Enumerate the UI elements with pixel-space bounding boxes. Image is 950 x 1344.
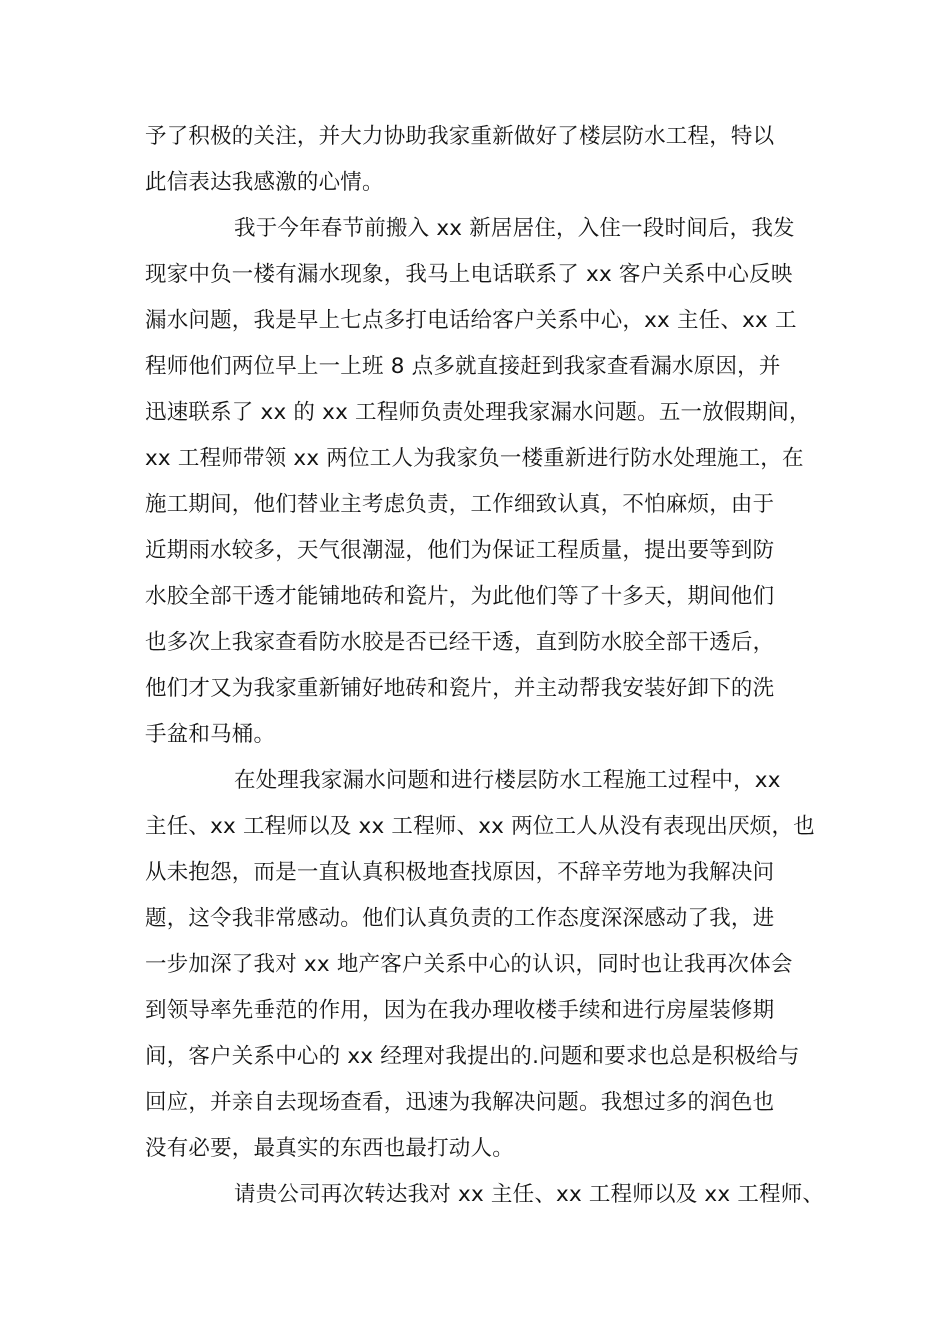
text-line: 题，这令我非常感动。他们认真负责的工作态度深深感动了我，进 bbox=[145, 906, 775, 931]
text-line: 现家中负一楼有漏水现象，我马上电话联系了 xx 客户关系中心反映 bbox=[145, 262, 793, 287]
text-line: 予了积极的关注，并大力协助我家重新做好了楼层防水工程，特以 bbox=[145, 124, 775, 149]
text-line: 他们才又为我家重新铺好地砖和瓷片，并主动帮我安装好卸下的洗 bbox=[145, 676, 775, 701]
text-line: 从未抱怨，而是一直认真积极地查找原因，不辞辛劳地为我解决问 bbox=[145, 860, 775, 885]
text-line: 在处理我家漏水问题和进行楼层防水工程施工过程中，xx bbox=[234, 768, 781, 793]
text-line: 手盆和马桶。 bbox=[145, 722, 276, 747]
text-line: 没有必要，最真实的东西也最打动人。 bbox=[145, 1136, 514, 1161]
text-line: 程师他们两位早上一上班 8 点多就直接赶到我家查看漏水原因，并 bbox=[145, 354, 781, 379]
text-line: xx 工程师带领 xx 两位工人为我家负一楼重新进行防水处理施工，在 bbox=[145, 446, 804, 471]
text-line: 我于今年春节前搬入 xx 新居居住，入住一段时间后，我发 bbox=[234, 216, 795, 241]
text-line: 也多次上我家查看防水胶是否已经干透，直到防水胶全部干透后， bbox=[145, 630, 775, 655]
text-line: 请贵公司再次转达我对 xx 主任、xx 工程师以及 xx 工程师、 bbox=[234, 1182, 825, 1207]
text-line: 水胶全部干透才能铺地砖和瓷片，为此他们等了十多天，期间他们 bbox=[145, 584, 775, 609]
text-line: 迅速联系了 xx 的 xx 工程师负责处理我家漏水问题。五一放假期间， bbox=[145, 400, 811, 425]
text-line: 施工期间，他们替业主考虑负责，工作细致认真，不怕麻烦，由于 bbox=[145, 492, 775, 517]
text-line: 回应，并亲自去现场查看，迅速为我解决问题。我想过多的润色也 bbox=[145, 1090, 775, 1115]
text-line: 漏水问题，我是早上七点多打电话给客户关系中心，xx 主任、xx 工 bbox=[145, 308, 797, 333]
text-line: 主任、xx 工程师以及 xx 工程师、xx 两位工人从没有表现出厌烦，也 bbox=[145, 814, 815, 839]
text-line: 近期雨水较多，天气很潮湿，他们为保证工程质量，提出要等到防 bbox=[145, 538, 775, 563]
text-line: 间，客户关系中心的 xx 经理对我提出的.问题和要求也总是积极给与 bbox=[145, 1044, 800, 1069]
text-line: 到领导率先垂范的作用，因为在我办理收楼手续和进行房屋装修期 bbox=[145, 998, 775, 1023]
text-line: 一步加深了我对 xx 地产客户关系中心的认识，同时也让我再次体会 bbox=[145, 952, 793, 977]
text-line: 此信表达我感激的心情。 bbox=[145, 170, 384, 195]
